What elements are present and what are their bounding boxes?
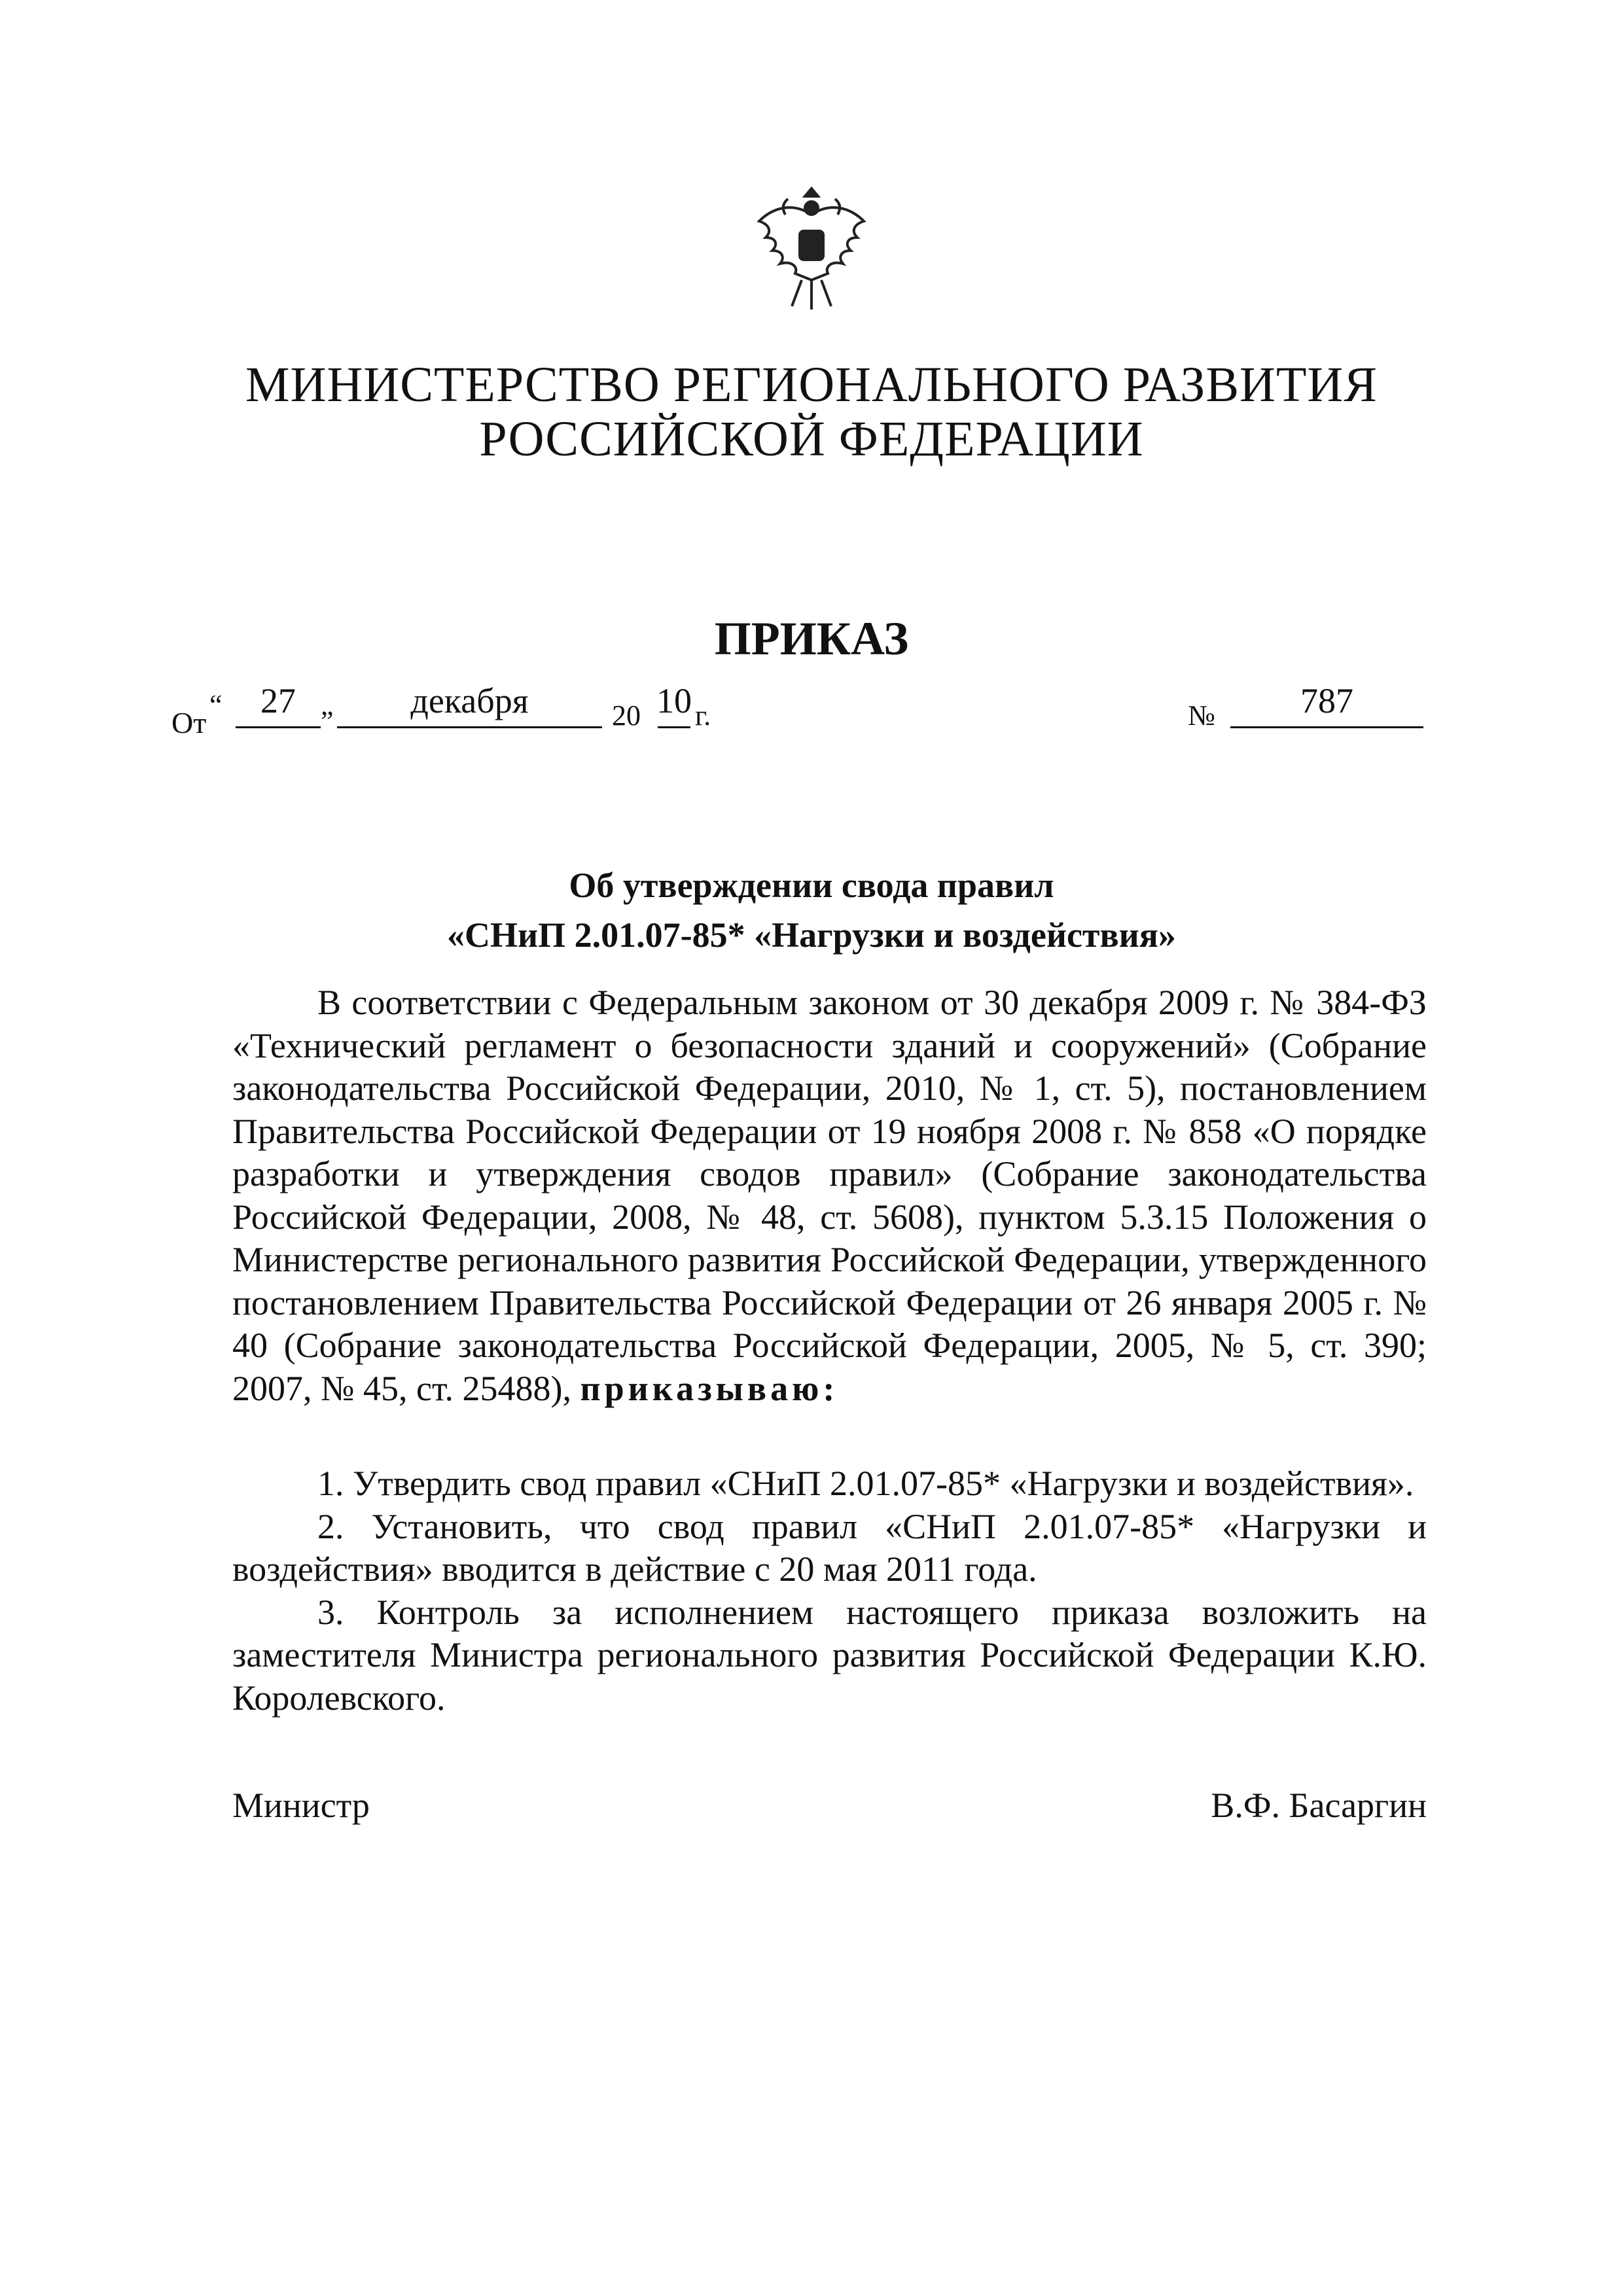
order-number: 787 bbox=[1300, 681, 1353, 720]
year-prefix: 20 bbox=[612, 699, 641, 732]
list-item: 2. Установить, что свод правил «СНиП 2.01.07-85* «Нагрузки и воздействия» вводится в действие с 20 мая 2011 года. bbox=[232, 1506, 1427, 1589]
number-label: № bbox=[1188, 699, 1215, 732]
order-title: ПРИКАЗ bbox=[714, 612, 909, 665]
order-month: декабря bbox=[410, 681, 529, 720]
list-item: 3. Контроль за исполнением настоящего приказа возложить на заместителя Министра регионального развития Российской Федерации К.Ю. Королевского. bbox=[232, 1592, 1427, 1718]
ministry-name-line1: МИНИСТЕРСТВО РЕГИОНАЛЬНОГО РАЗВИТИЯ bbox=[245, 357, 1378, 412]
date-prefix: От bbox=[171, 706, 207, 739]
order-day: 27 bbox=[260, 681, 296, 720]
open-quote: “ bbox=[209, 689, 223, 721]
preamble bbox=[232, 981, 1427, 1410]
coat-of-arms-icon bbox=[740, 175, 883, 319]
close-quote: „ bbox=[321, 689, 334, 721]
year-mark: г. bbox=[695, 699, 711, 732]
preamble-text: В соответствии с Федеральным законом от 30 декабря 2009 г. № 384-ФЗ «Технический регламент о безопасности зданий и сооружений» (Собрание законодательства Российской Федерации, 2010, № 1, ст. 5), постановлением Правительства Российской Федерации от 19 ноября 2008 г. № 858 «О порядке разработки и утверждения сводов правил» (Собрание законодательства Российской Федерации, 2008, № 48, ст. 5608), пунктом 5.3.15 Положения о Министерстве регионального развития Российской Федерации, утвержденного постановлением Правительства Российской Федерации от 26 января 2005 г. № 40 (Собрание законодательства Российской Федерации, 2005, № 5, ст. 390; 2007, № 45, ст. 25488), bbox=[232, 983, 1427, 1408]
list-item: 1. Утвердить свод правил «СНиП 2.01.07-85* «Нагрузки и воздействия». bbox=[317, 1464, 1414, 1503]
order-items bbox=[232, 1462, 1427, 1720]
subject-line2: «СНиП 2.01.07-85* «Нагрузки и воздействия» bbox=[447, 915, 1176, 955]
year-suffix: 10 bbox=[656, 681, 692, 720]
signature-name: В.Ф. Басаргин bbox=[1211, 1786, 1427, 1825]
signature-position: Министр bbox=[232, 1786, 370, 1825]
order-word: приказываю: bbox=[580, 1368, 839, 1408]
subject-line1: Об утверждении свода правил bbox=[569, 866, 1054, 905]
ministry-name-line2: РОССИЙСКОЙ ФЕДЕРАЦИИ bbox=[479, 412, 1144, 467]
